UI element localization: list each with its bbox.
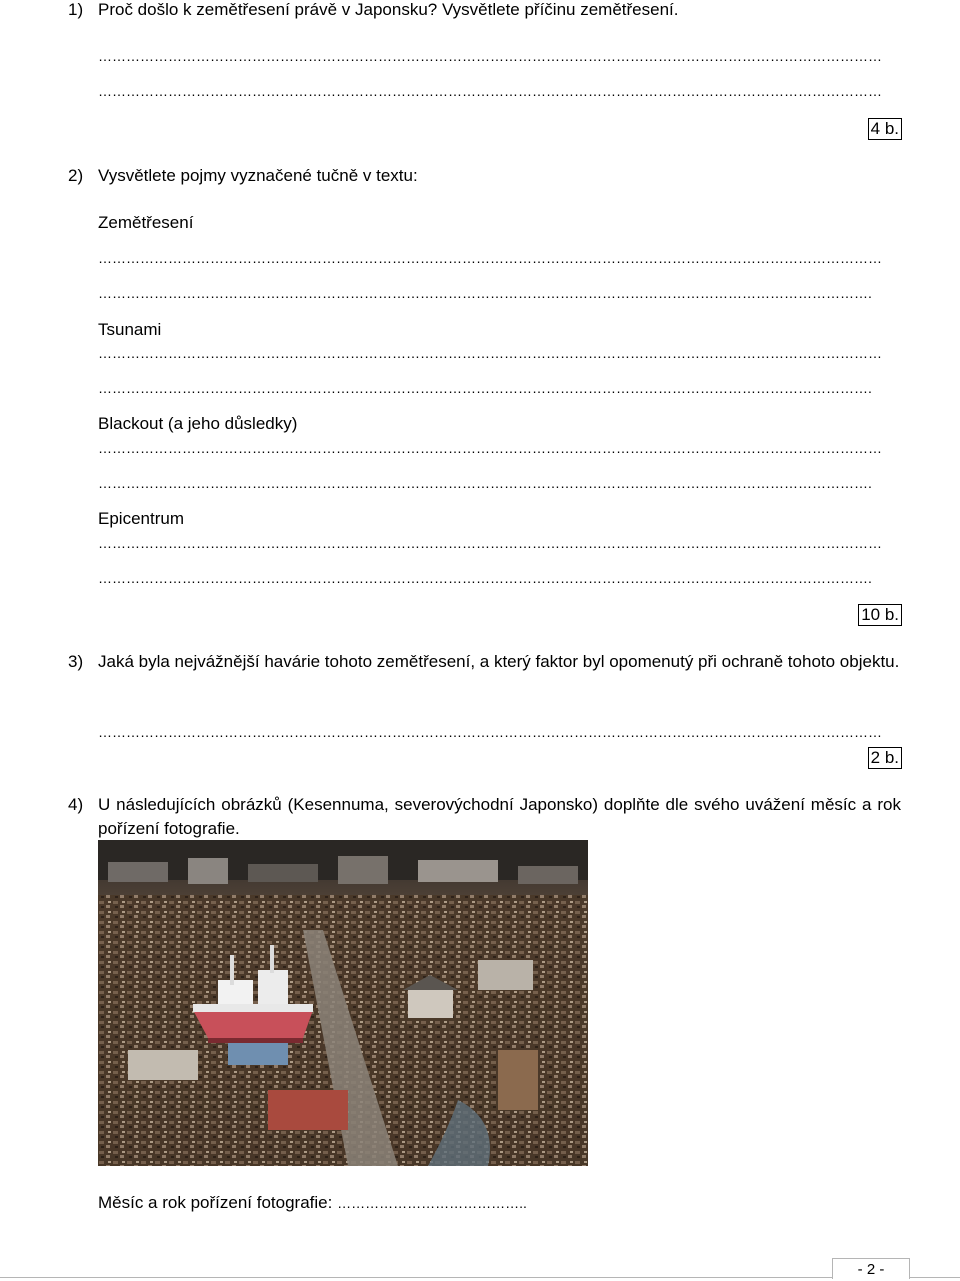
q4-number: 4) bbox=[68, 795, 84, 814]
term-answer-line-2[interactable]: …………………………………………………………………………………………………………………………………………………. bbox=[98, 285, 872, 301]
term-answer-line-1[interactable]: …………………………………………………………………………………………………………………………………………………… bbox=[98, 440, 882, 456]
q3-question: Jaká byla nejvážnější havárie tohoto zemětřesení, a který faktor byl opomenutý při ochraně tohoto objektu. bbox=[98, 652, 900, 671]
q3-number: 3) bbox=[68, 652, 84, 671]
term-answer-line-2[interactable]: …………………………………………………………………………………………………………………………………………………. bbox=[98, 475, 872, 491]
q2-number: 2) bbox=[68, 166, 84, 185]
term-label-tsunami: Tsunami bbox=[98, 320, 162, 339]
tsunami-aftermath-photo bbox=[98, 840, 588, 1166]
photo-date-label-text: Měsíc a rok pořízení fotografie: bbox=[98, 1193, 333, 1212]
term-label-blackout: Blackout (a jeho důsledky) bbox=[98, 414, 298, 433]
term-answer-line-1[interactable]: …………………………………………………………………………………………………………………………………………………… bbox=[98, 345, 882, 361]
q2-question: Vysvětlete pojmy vyznačené tučně v textu: bbox=[98, 166, 418, 185]
photo-date-label bbox=[98, 1193, 527, 1213]
footer-rule bbox=[0, 1277, 960, 1278]
q2-score-box: 10 b. bbox=[858, 604, 902, 626]
term-answer-line-2[interactable]: …………………………………………………………………………………………………………………………………………………. bbox=[98, 570, 872, 586]
term-label-epicentrum: Epicentrum bbox=[98, 509, 184, 528]
term-answer-line-2[interactable]: …………………………………………………………………………………………………………………………………………………. bbox=[98, 380, 872, 396]
q4-question: U následujících obrázků (Kesennuma, severovýchodní Japonsko) doplňte dle svého uvážení měsíc a rok pořízení fotografie. bbox=[98, 795, 901, 838]
term-answer-line-1[interactable]: …………………………………………………………………………………………………………………………………………………… bbox=[98, 535, 882, 551]
term-answer-line-1[interactable]: …………………………………………………………………………………………………………………………………………………… bbox=[98, 250, 882, 266]
q1-score-box: 4 b. bbox=[868, 118, 902, 140]
q1-answer-line-2[interactable]: …………………………………………………………………………………………………………………………………………………… bbox=[98, 83, 882, 99]
q1-answer-line-1[interactable]: …………………………………………………………………………………………………………………………………………………… bbox=[98, 48, 882, 64]
photo-illustration bbox=[98, 840, 588, 1166]
q1-question: Proč došlo k zemětřesení právě v Japonsku? Vysvětlete příčinu zemětřesení. bbox=[98, 0, 679, 19]
term-label-zemetreseni: Zemětřesení bbox=[98, 213, 194, 232]
q3-score-box: 2 b. bbox=[868, 747, 902, 769]
q1-number: 1) bbox=[68, 0, 84, 19]
q3-answer-line[interactable]: …………………………………………………………………………………………………………………………………………………… bbox=[98, 724, 882, 740]
page-number: - 2 - bbox=[832, 1258, 910, 1279]
photo-date-answer-line[interactable]: ………………………………….. bbox=[337, 1195, 527, 1211]
